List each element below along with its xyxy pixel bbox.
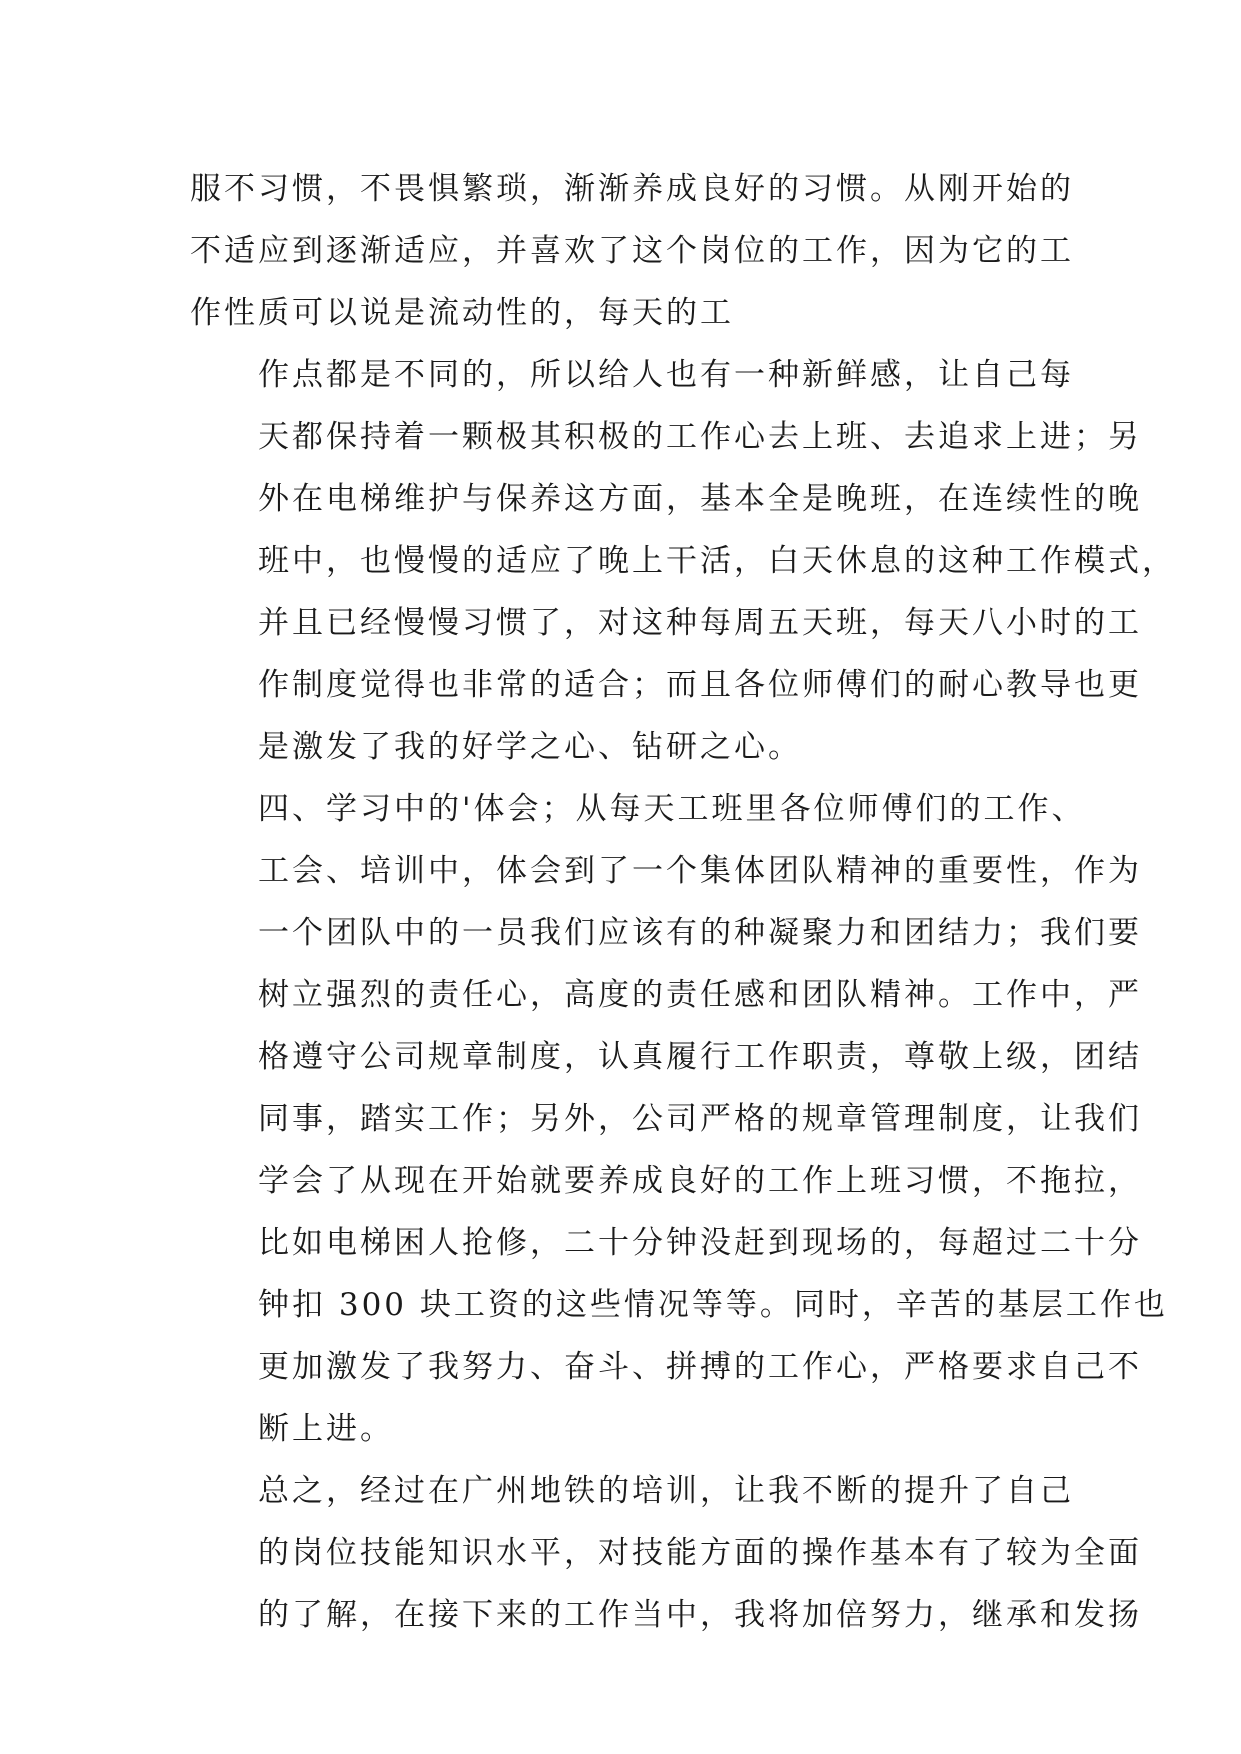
- text-line: 学会了从现在开始就要养成良好的工作上班习惯，不拖拉，: [258, 1163, 1142, 1199]
- text-line: 断上进。: [258, 1411, 394, 1447]
- document-body: [190, 158, 1176, 1646]
- text-line: 并且已经慢慢习惯了，对这种每周五天班，每天八小时的工: [258, 605, 1142, 641]
- text-line: 外在电梯维护与保养这方面，基本全是晚班，在连续性的晚: [258, 481, 1142, 517]
- paragraph: [190, 778, 1168, 1460]
- text-line: 工会、培训中，体会到了一个集体团队精神的重要性，作为: [258, 853, 1142, 889]
- text-line: 的岗位技能知识水平，对技能方面的操作基本有了较为全面: [258, 1535, 1142, 1571]
- text-line: 总之，经过在广州地铁的培训，让我不断的提升了自己: [258, 1473, 1074, 1509]
- text-line: 同事，踏实工作；另外，公司严格的规章管理制度，让我们: [258, 1101, 1142, 1137]
- text-line: 的了解，在接下来的工作当中，我将加倍努力，继承和发扬: [258, 1597, 1142, 1633]
- text-line: 更加激发了我努力、奋斗、拼搏的工作心，严格要求自己不: [258, 1349, 1142, 1385]
- text-line: 作性质可以说是流动性的，每天的工: [190, 295, 734, 331]
- text-line: 服不习惯，不畏惧繁琐，渐渐养成良好的习惯。从刚开始的: [190, 171, 1074, 207]
- text-line: 天都保持着一颗极其积极的工作心去上班、去追求上进；另: [258, 419, 1142, 455]
- text-line: 比如电梯困人抢修，二十分钟没赶到现场的，每超过二十分: [258, 1225, 1142, 1261]
- text-line: 是激发了我的好学之心、钻研之心。: [258, 729, 802, 765]
- text-line: 四、学习中的'体会；从每天工班里各位师傅们的工作、: [258, 791, 1086, 827]
- text-line: 格遵守公司规章制度，认真履行工作职责，尊敬上级，团结: [258, 1039, 1142, 1075]
- text-line: 作制度觉得也非常的适合；而且各位师傅们的耐心教导也更: [258, 667, 1142, 703]
- text-line: 一个团队中的一员我们应该有的种凝聚力和团结力；我们要: [258, 915, 1142, 951]
- text-line: 钟扣 300 块工资的这些情况等等。同时，辛苦的基层工作也: [258, 1287, 1168, 1323]
- text-line: 作点都是不同的，所以给人也有一种新鲜感，让自己每: [258, 357, 1074, 393]
- paragraph: [190, 158, 1074, 344]
- text-line: 班中，也慢慢的适应了晚上干活，白天休息的这种工作模式，: [258, 543, 1176, 579]
- paragraph: [190, 1460, 1142, 1646]
- paragraph: [190, 344, 1176, 778]
- text-line: 树立强烈的责任心，高度的责任感和团队精神。工作中，严: [258, 977, 1142, 1013]
- text-line: 不适应到逐渐适应，并喜欢了这个岗位的工作，因为它的工: [190, 233, 1074, 269]
